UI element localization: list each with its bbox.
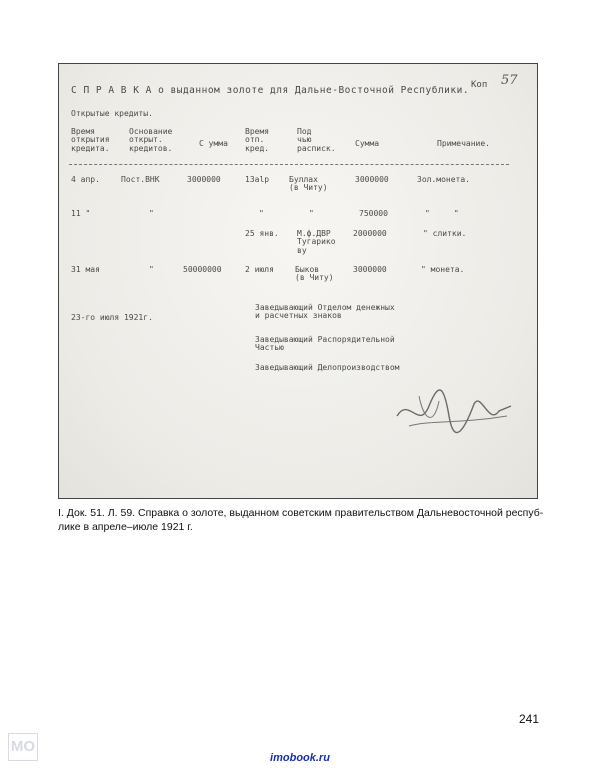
- header-col7: Примечание.: [437, 139, 490, 148]
- page-number: 241: [519, 712, 540, 726]
- row4-col6: 3000000: [353, 265, 387, 274]
- header-col2: Основание открыт. кредитов.: [129, 127, 173, 153]
- row2-col7: " ": [425, 209, 459, 218]
- row1-col3: 3000000: [187, 175, 221, 184]
- caption-text: I. Док. 51. Л. 59. Справка о золоте, выданном советским правительством Дальневосточной респуб- лике в апреле–июле 1921 г.: [58, 507, 544, 533]
- row3-col7: " слитки.: [423, 229, 467, 238]
- doc-ref: Коп: [471, 80, 488, 90]
- row3-col6: 2000000: [353, 229, 387, 238]
- row4-col3: 50000000: [183, 265, 222, 274]
- row2-col2: ": [149, 209, 154, 218]
- row4-col2: ": [149, 265, 154, 274]
- doc-subtitle: Открытые кредиты.: [71, 109, 153, 118]
- logo-mark: МО: [10, 738, 36, 755]
- handwritten-signature: [389, 376, 519, 446]
- signature-line-2: Заведывающий Распорядительной Частью: [255, 335, 395, 353]
- row3-col4: 25 янв.: [245, 229, 279, 238]
- row1-col6: 3000000: [355, 175, 389, 184]
- row1-col5: Буллах (в Читу): [289, 175, 328, 193]
- header-col5: Под чью расписк.: [297, 127, 336, 153]
- row2-col4: ": [259, 209, 264, 218]
- row3-col5: М.ф.ДВР Тугарико ву: [297, 229, 336, 255]
- row1-col2: Пост.ВНК: [121, 175, 160, 184]
- row4-col7: " монета.: [421, 265, 465, 274]
- row4-col4: 2 июля: [245, 265, 274, 274]
- header-col4: Время отп. кред.: [245, 127, 270, 153]
- row4-col5: Быков (в Читу): [295, 265, 334, 283]
- doc-title: С П Р А В К А о выданном золоте для Дальне-Восточной Республики.: [71, 85, 470, 96]
- header-col3: С умма: [199, 139, 228, 148]
- header-rule: [69, 164, 509, 165]
- row4-col1: 31 мая: [71, 265, 100, 274]
- site-link[interactable]: imobook.ru: [270, 752, 330, 764]
- signature-line-1: Заведывающий Отделом денежных и расчетных знаков: [255, 303, 395, 321]
- row2-col6: 750000: [359, 209, 388, 218]
- figure-caption: [58, 506, 548, 534]
- header-col6: Сумма: [355, 139, 380, 148]
- header-col1: Время открытия кредита.: [71, 127, 110, 153]
- row2-col1: 11 ": [71, 209, 91, 218]
- row1-col7: Зол.монета.: [417, 175, 470, 184]
- row2-col5: ": [309, 209, 314, 218]
- archival-document-image: [58, 63, 538, 499]
- document-scan: [59, 64, 537, 498]
- doc-ref-number: 57: [501, 73, 518, 88]
- doc-date: 23-го июля 1921г.: [71, 313, 153, 322]
- signature-line-3: Заведывающий Делопроизводством: [255, 363, 400, 372]
- row1-col4: 1Зalp: [245, 175, 270, 184]
- row1-col1: 4 апр.: [71, 175, 100, 184]
